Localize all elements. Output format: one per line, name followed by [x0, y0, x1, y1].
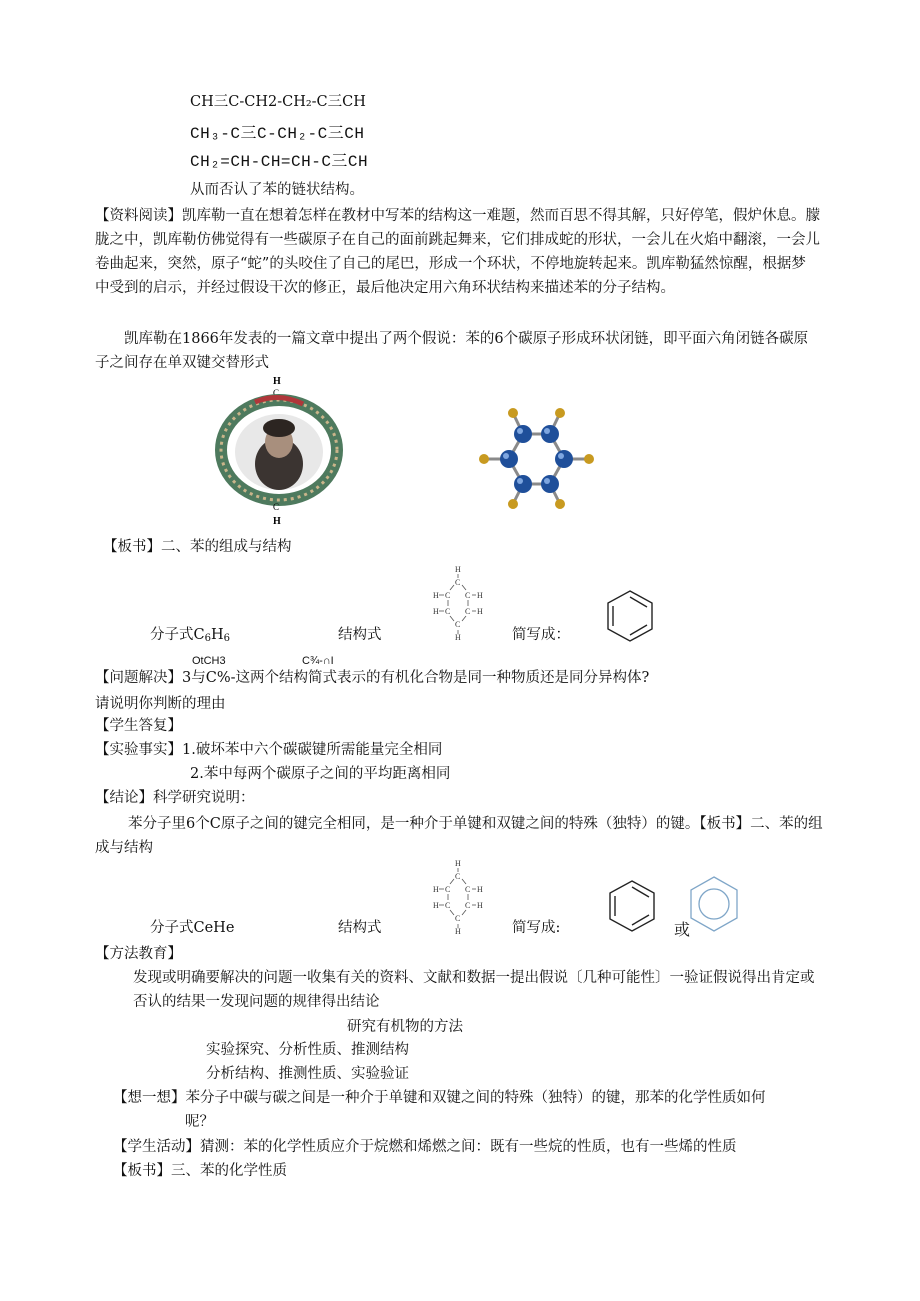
formula-line-3: CH₂=CH-CH=CH-C三CH	[190, 153, 369, 171]
svg-text:H: H	[455, 859, 461, 868]
formula-line-2: CH₃-C三C-CH₂-C三CH	[190, 125, 365, 143]
method-line-2: 分析结构、推测性质、实验验证	[206, 1066, 409, 1082]
structural-formula-diagram-2	[428, 858, 488, 936]
portrait-top-c: C	[273, 388, 280, 398]
think-text: 【想一想】苯分子中碳与碳之间是一种介于单键和双键之间的特殊（独特）的键，那苯的化学性质如何	[113, 1090, 766, 1106]
svg-text:C: C	[465, 591, 471, 600]
board-heading-chemical: 【板书】三、苯的化学性质	[113, 1163, 287, 1179]
svg-text:C: C	[465, 901, 471, 910]
svg-text:H: H	[433, 591, 439, 600]
conclusion-heading: 【结论】科学研究说明：	[95, 790, 255, 806]
kekule-portrait-image	[215, 372, 345, 527]
structural-formula-label-1: 结构式	[338, 627, 382, 643]
method-text: 发现或明确要解决的问题一收集有关的资料、文献和数据一提出假说〔几种可能性〕一验证假说得出肯定或否认的结果一发现问题的规律得出结论	[133, 970, 815, 1010]
svg-text:H: H	[433, 607, 439, 616]
or-label: 或	[674, 920, 691, 939]
experiment-fact-1: 【实验事实】1.破坏苯中六个碳碳键所需能量完全相同	[95, 742, 443, 758]
benzene-ball-stick-model	[475, 403, 600, 513]
svg-text:H: H	[477, 607, 483, 616]
experiment-fact-2: 2.苯中每两个碳原子之间的平均距离相同	[190, 766, 451, 782]
portrait-bottom-c: C	[273, 502, 280, 512]
method-heading: 【方法教育】	[95, 946, 182, 962]
svg-text:C: C	[455, 914, 461, 923]
molecular-formula-2: 分子式CeHe	[150, 920, 235, 936]
kekule-benzene-diagram-1	[604, 588, 656, 644]
svg-text:H: H	[433, 901, 439, 910]
portrait-bottom-h: H	[273, 516, 281, 527]
student-activity: 【学生活动】猜测：苯的化学性质应介于烷燃和烯燃之间：既有一些烷的性质，也有一些烯的性质	[113, 1139, 737, 1155]
question-label-c-formula: C¾-∩I	[302, 655, 334, 667]
svg-text:C: C	[445, 901, 451, 910]
chain-conclusion: 从而否认了苯的链状结构。	[190, 182, 364, 198]
method-line-1: 实验探究、分析性质、推测结构	[206, 1042, 409, 1058]
svg-text:C: C	[445, 591, 451, 600]
reading-paragraph: 【资料阅读】凯库勒一直在想着怎样在教材中写苯的结构这一难题，然而百思不得其解，只好停笔，假炉休息。朦胧之中，凯库勒仿佛觉得有一些碳原子在自己的面前跳起舞来，它们排成蛇的形状，一会儿在火焰中翻滚，一会儿卷曲起来，突然，原子“蛇”的头咬住了自己的尾巴，形成一个环状，不停地旋转起来。凯库勒猛然惊醒，根据梦中受到的启示，并经过假设干次的修正，最后他决定用六角环状结构来描述苯的分子结构。	[95, 208, 820, 296]
svg-text:H: H	[477, 591, 483, 600]
student-answer: 【学生答复】	[95, 718, 182, 734]
molecular-formula-1: 分子式$C_6H_6$	[150, 627, 231, 644]
formula-line-1: CH三C-CH2-CH₂-C三CH	[190, 94, 366, 110]
svg-text:H: H	[477, 901, 483, 910]
conclusion-text: 苯分子里6个C原子之间的键完全相同，是一种介于单键和双键之间的特殊（独特）的键。【板书】二、苯的组成与结构	[95, 816, 823, 856]
svg-text:C: C	[465, 607, 471, 616]
abbrev-label-2: 简写成:	[512, 920, 561, 936]
question-text: 【问题解决】3与C%-这两个结构简式表示的有机化合物是同一种物质还是同分异构体?	[95, 670, 650, 686]
structural-formula-diagram-1	[428, 564, 488, 642]
structural-formula-label-2: 结构式	[338, 920, 382, 936]
question-label-otch3: OtCH3	[192, 655, 226, 667]
svg-text:H: H	[455, 565, 461, 574]
svg-text:C: C	[455, 578, 461, 587]
portrait-top-h: H	[273, 376, 281, 387]
svg-text:C: C	[465, 885, 471, 894]
kekule-benzene-diagram-2	[606, 878, 658, 934]
abbrev-label-1: 简写成：	[512, 627, 570, 643]
kekule-hypothesis-paragraph: 凯库勒在1866年发表的一篇文章中提出了两个假说：苯的6个碳原子形成环状闭链，即平面六角闭链各碳原子之间存在单双键交替形式	[95, 331, 809, 371]
svg-text:C: C	[445, 885, 451, 894]
think-text-2: 呢？	[185, 1114, 214, 1130]
aromatic-benzene-diagram	[688, 874, 740, 934]
method-title: 研究有机物的方法	[347, 1019, 463, 1035]
svg-text:C: C	[455, 620, 461, 629]
question-text-2: 请说明你判断的理由	[95, 696, 226, 712]
svg-text:C: C	[455, 872, 461, 881]
svg-text:H: H	[433, 885, 439, 894]
svg-text:H: H	[455, 633, 461, 642]
svg-text:H: H	[477, 885, 483, 894]
svg-text:H: H	[455, 927, 461, 936]
svg-text:C: C	[445, 607, 451, 616]
board-heading-structure: 【板书】二、苯的组成与结构	[103, 539, 292, 555]
